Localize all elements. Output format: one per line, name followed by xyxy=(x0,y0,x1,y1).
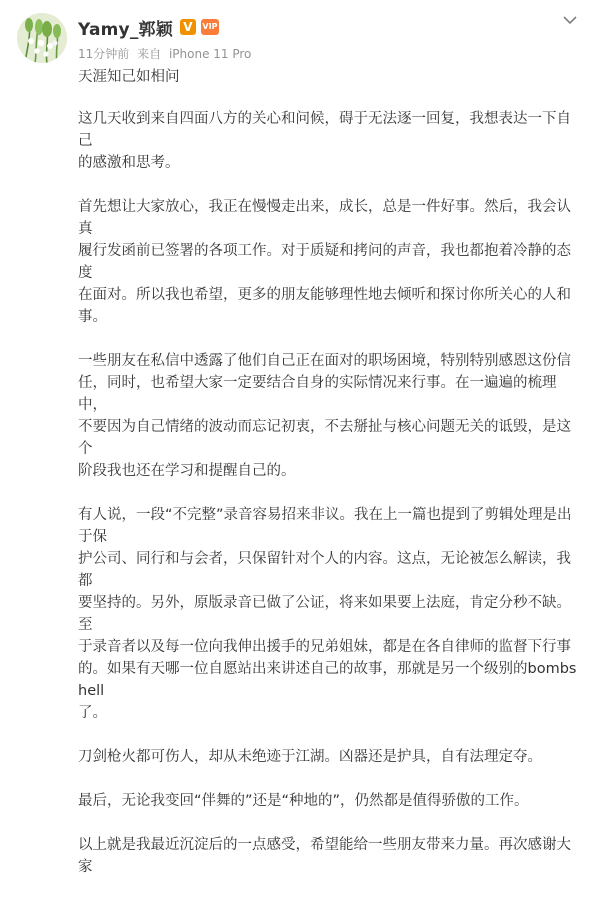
post-source: iPhone 11 Pro xyxy=(168,47,252,61)
post-paragraph: 这几天收到来自四面八方的关心和问候，碍于无法逐一回复，我想表达一下自己 的感激和思考。 xyxy=(78,111,571,171)
post-paragraph: 天涯知己如相问 xyxy=(78,69,180,85)
post-paragraph: 一些朋友在私信中透露了他们自己正在面对的职场困境，特别特别感恩这份信 任，同时，也希望大家一定要结合自身的实际情况来行事。在一遍遍的梳理中， 不要因为自己情绪的波动而忘记初衷，不去掰扯与核心问题无关的诋毁，是这个 阶段我也还在学习和提醒自己的。 xyxy=(78,353,571,479)
avatar[interactable] xyxy=(17,13,67,63)
source-prefix: 来自 xyxy=(137,47,162,61)
post-paragraph: 以上就是我最近沉淀后的一点感受，希望能给一些朋友带来力量。再次感谢大家 xyxy=(78,837,571,875)
post-content xyxy=(78,66,578,900)
avatar-image xyxy=(17,13,67,63)
post-header xyxy=(0,0,593,64)
chevron-down-icon[interactable] xyxy=(562,14,578,26)
verified-badge-icon: V xyxy=(180,19,196,35)
post-time[interactable]: 11分钟前 xyxy=(78,47,130,61)
member-badge-icon: VIP xyxy=(201,19,219,35)
username[interactable]: Yamy_郭颖 xyxy=(78,19,173,40)
post-paragraph: 首先想让大家放心，我正在慢慢走出来，成长，总是一件好事。然后，我会认真 履行发函前已签署的各项工作。对于质疑和拷问的声音，我也都抱着冷静的态度 在面对。所以我也希望，更多的朋友能够理性地去倾听和探讨你所关心的人和 事。 xyxy=(78,199,571,325)
post-paragraph: 有人说，一段“不完整”录音容易招来非议。我在上一篇也提到了剪辑处理是出于保 护公司、同行和与会者，只保留针对个人的内容。这点，无论被怎么解读，我都 要坚持的。另外，原版录音已做了公证，将来如果要上法庭，肯定分秒不缺。至 于录音者以及每一位向我伸出援手的兄弟姐妹，都是在各自律师的监督下行事 的。如果有天哪一位自愿站出来讲述自己的故事，那就是另一个级别的bombshell 了。 xyxy=(78,507,577,721)
post-paragraph: 最后，无论我变回“伴舞的”还是“种地的”，仍然都是值得骄傲的工作。 xyxy=(78,793,529,809)
name-row xyxy=(78,16,219,38)
post-meta xyxy=(78,45,255,62)
post-paragraph: 刀剑枪火都可伤人，却从未绝迹于江湖。凶器还是护具，自有法理定夺。 xyxy=(78,749,542,765)
